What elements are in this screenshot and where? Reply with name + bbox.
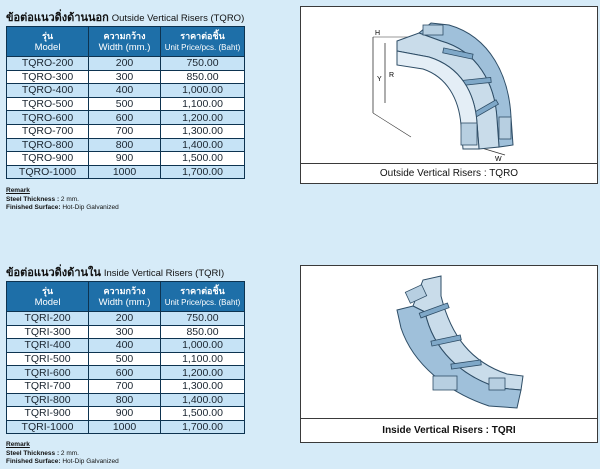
model-cell: TQRO-200	[7, 57, 89, 71]
table-row	[7, 97, 245, 111]
width-cell: 300	[89, 325, 161, 339]
width-cell: 500	[89, 97, 161, 111]
model-cell: TQRI-500	[7, 352, 89, 366]
thickness-value: 2 mm.	[60, 449, 79, 457]
model-cell: TQRO-900	[7, 152, 89, 166]
table-row	[7, 325, 245, 339]
outside-title-en: Outside Vertical Risers (TQRO)	[111, 13, 245, 24]
thickness-label: Steel Thickness :	[6, 449, 60, 457]
price-cell: 1,100.00	[161, 97, 245, 111]
surface-value: Hot-Dip Galvanized	[62, 204, 119, 211]
price-cell: 1,000.00	[161, 339, 245, 353]
table-row	[7, 165, 245, 179]
width-cell: 200	[89, 57, 161, 71]
price-cell: 750.00	[161, 57, 245, 71]
surface-label: Finished Surface:	[6, 458, 61, 465]
table-row	[7, 70, 245, 84]
width-cell: 1000	[89, 165, 161, 179]
outside-title-th: ข้อต่อแนวดิ่งด้านนอก	[6, 12, 109, 24]
surface-label: Finished Surface:	[6, 204, 61, 211]
price-cell: 1,000.00	[161, 84, 245, 98]
width-cell: 500	[89, 352, 161, 366]
dim-r-label: R	[389, 72, 395, 79]
outside-caption: Outside Vertical Risers : TQRO	[301, 163, 597, 183]
model-cell: TQRO-500	[7, 97, 89, 111]
price-cell: 1,500.00	[161, 152, 245, 166]
dim-w-label: W	[495, 156, 502, 163]
width-cell: 700	[89, 124, 161, 138]
outside-riser-drawing	[301, 7, 597, 163]
inside-title-en: Inside Vertical Risers (TQRI)	[103, 268, 225, 279]
model-cell: TQRO-600	[7, 111, 89, 125]
width-cell: 1000	[89, 420, 161, 434]
outside-figure-box	[300, 6, 598, 184]
width-cell: 900	[89, 152, 161, 166]
width-cell: 900	[89, 407, 161, 421]
price-cell: 1,100.00	[161, 352, 245, 366]
price-cell: 850.00	[161, 70, 245, 84]
model-header: รุ่น Model	[7, 282, 89, 312]
model-cell: TQRI-600	[7, 366, 89, 380]
price-cell: 1,300.00	[161, 379, 245, 393]
model-cell: TQRO-400	[7, 84, 89, 98]
table-row	[7, 312, 245, 326]
price-cell: 1,300.00	[161, 124, 245, 138]
table-row	[7, 57, 245, 71]
table-row	[7, 124, 245, 138]
model-cell: TQRI-1000	[7, 420, 89, 434]
table-row	[7, 366, 245, 380]
width-cell: 600	[89, 111, 161, 125]
width-header: ความกว้าง Width (mm.)	[89, 282, 161, 312]
dim-h-label: H	[375, 30, 381, 37]
model-cell: TQRI-300	[7, 325, 89, 339]
inside-price-table	[6, 281, 245, 434]
table-row	[7, 111, 245, 125]
model-cell: TQRI-200	[7, 312, 89, 326]
remark-heading: Remark	[6, 187, 30, 194]
price-cell: 1,400.00	[161, 138, 245, 152]
width-cell: 800	[89, 138, 161, 152]
model-cell: TQRI-900	[7, 407, 89, 421]
surface-value: Hot-Dip Galvanized	[62, 458, 119, 465]
width-cell: 600	[89, 366, 161, 380]
inside-section	[6, 255, 594, 469]
outside-remarks	[6, 187, 119, 213]
price-cell: 1,500.00	[161, 407, 245, 421]
table-row	[7, 152, 245, 166]
table-header-row	[7, 282, 245, 312]
table-row	[7, 420, 245, 434]
price-cell: 1,700.00	[161, 420, 245, 434]
inside-title	[6, 263, 224, 281]
table-row	[7, 84, 245, 98]
price-header: ราคาต่อชิ้น Unit Price/pcs. (Baht)	[161, 282, 245, 312]
width-cell: 800	[89, 393, 161, 407]
inside-riser-drawing	[301, 266, 597, 418]
model-cell: TQRO-700	[7, 124, 89, 138]
inside-remarks	[6, 441, 119, 467]
table-header-row	[7, 27, 245, 57]
price-cell: 1,400.00	[161, 393, 245, 407]
width-header: ความกว้าง Width (mm.)	[89, 27, 161, 57]
table-row	[7, 138, 245, 152]
inside-title-th: ข้อต่อแนวดิ่งด้านใน	[6, 267, 101, 279]
width-cell: 200	[89, 312, 161, 326]
inside-caption: Inside Vertical Risers : TQRI	[301, 418, 597, 442]
inside-figure-box	[300, 265, 598, 443]
width-cell: 300	[89, 70, 161, 84]
thickness-label: Steel Thickness :	[6, 195, 60, 203]
outside-title	[6, 8, 244, 26]
model-cell: TQRO-1000	[7, 165, 89, 179]
table-row	[7, 379, 245, 393]
width-cell: 400	[89, 84, 161, 98]
dim-y-label: Y	[377, 76, 382, 83]
width-cell: 400	[89, 339, 161, 353]
price-header: ราคาต่อชิ้น Unit Price/pcs. (Baht)	[161, 27, 245, 57]
outside-price-table	[6, 26, 245, 179]
outside-section	[6, 0, 594, 225]
price-cell: 1,200.00	[161, 366, 245, 380]
model-header: รุ่น Model	[7, 27, 89, 57]
model-cell: TQRO-300	[7, 70, 89, 84]
table-row	[7, 352, 245, 366]
model-cell: TQRO-800	[7, 138, 89, 152]
table-row	[7, 339, 245, 353]
table-row	[7, 393, 245, 407]
model-cell: TQRI-800	[7, 393, 89, 407]
model-cell: TQRI-700	[7, 379, 89, 393]
thickness-value: 2 mm.	[60, 195, 79, 203]
price-cell: 1,700.00	[161, 165, 245, 179]
model-cell: TQRI-400	[7, 339, 89, 353]
price-cell: 850.00	[161, 325, 245, 339]
price-cell: 1,200.00	[161, 111, 245, 125]
price-cell: 750.00	[161, 312, 245, 326]
remark-heading: Remark	[6, 441, 30, 448]
width-cell: 700	[89, 379, 161, 393]
table-row	[7, 407, 245, 421]
